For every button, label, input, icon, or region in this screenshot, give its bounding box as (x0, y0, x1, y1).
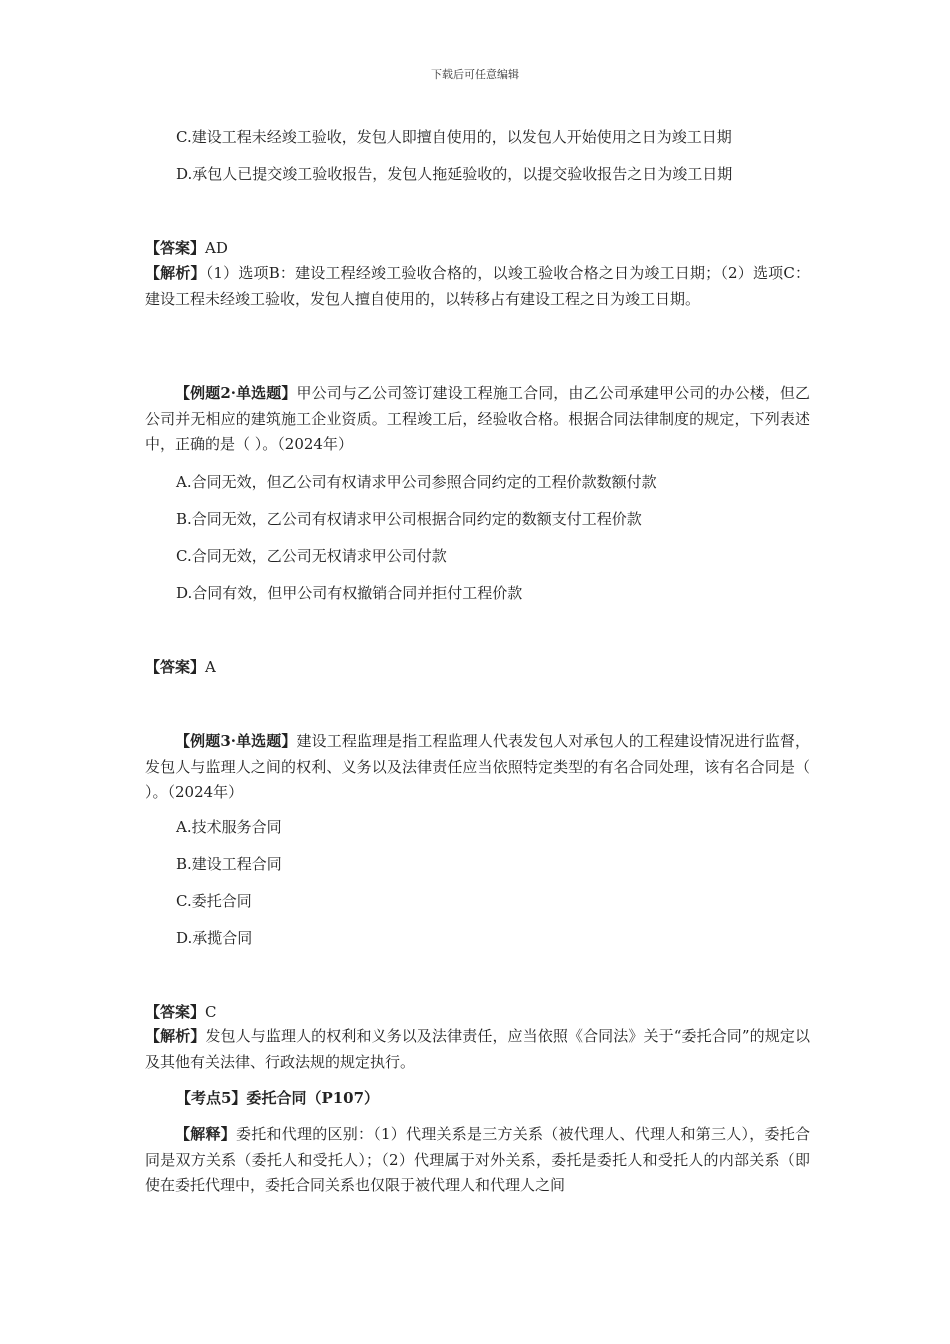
question-tag: 【例题3·单选题】 (175, 732, 297, 750)
q1-option-c: C.建设工程未经竣工验收，发包人即擅自使用的，以发包人开始使用之日为竣工日期 (176, 128, 732, 146)
answer-tag: 【答案】 (145, 239, 206, 257)
answer-value: A (205, 658, 216, 676)
q3-option-c: C.委托合同 (176, 892, 252, 910)
q3-analysis (145, 1024, 810, 1075)
page-header: 下载后可任意编辑 (431, 68, 519, 81)
answer-tag: 【答案】 (145, 1003, 206, 1021)
q2-option-c: C.合同无效，乙公司无权请求甲公司付款 (176, 547, 447, 565)
question-stem: 建设工程监理是指工程监理人代表发包人对承包人的工程建设情况进行监督，发包人与监理人之间的权利、义务以及法律责任应当依照特定类型的有名合同处理，该有名合同是（ ）。（2024年） (145, 732, 810, 801)
analysis-text: 发包人与监理人的权利和义务以及法律责任，应当依照《合同法》关于“委托合同”的规定以及其他有关法律、行政法规的规定执行。 (145, 1027, 810, 1071)
q3-question (145, 729, 810, 806)
q1-answer (145, 237, 810, 260)
q3-option-d: D.承揽合同 (176, 929, 253, 947)
q1-option-d: D.承包人已提交竣工验收报告，发包人拖延验收的，以提交验收报告之日为竣工日期 (176, 165, 733, 183)
q2-option-b: B.合同无效，乙公司有权请求甲公司根据合同约定的数额支付工程价款 (176, 510, 642, 528)
analysis-tag: 【解析】 (145, 264, 206, 282)
q2-answer (145, 656, 810, 679)
q3-option-b: B.建设工程合同 (176, 855, 282, 873)
q3-answer (145, 1001, 810, 1024)
explain-text: 委托和代理的区别：（1）代理关系是三方关系（被代理人、代理人和第三人），委托合同是双方关系（委托人和受托人）；（2）代理属于对外关系，委托是委托人和受托人的内部关系（即使在委托代理中，委托合同关系也仅限于被代理人和代理人之间 (145, 1125, 810, 1194)
section-heading: 【考点5】委托合同（P107） (176, 1089, 380, 1107)
q1-analysis (145, 261, 810, 312)
question-tag: 【例题2·单选题】 (175, 384, 297, 402)
analysis-text: （1）选项B：建设工程经竣工验收合格的，以竣工验收合格之日为竣工日期；（2）选项C：建设工程未经竣工验收，发包人擅自使用的，以转移占有建设工程之日为竣工日期。 (145, 264, 810, 308)
analysis-tag: 【解析】 (145, 1027, 206, 1045)
q2-question (145, 381, 810, 458)
answer-value: AD (205, 239, 228, 257)
explain-tag: 【解释】 (175, 1125, 236, 1143)
point5-explanation (145, 1122, 810, 1199)
q2-option-a: A.合同无效，但乙公司有权请求甲公司参照合同约定的工程价款数额付款 (176, 473, 657, 491)
question-stem: 甲公司与乙公司签订建设工程施工合同，由乙公司承建甲公司的办公楼，但乙公司并无相应的建筑施工企业资质。工程竣工后，经验收合格。根据合同法律制度的规定，下列表述中，正确的是（ ）。（2024年） (145, 384, 810, 453)
answer-value: C (205, 1003, 217, 1021)
q3-option-a: A.技术服务合同 (176, 818, 282, 836)
q2-option-d: D.合同有效，但甲公司有权撤销合同并拒付工程价款 (176, 584, 523, 602)
answer-tag: 【答案】 (145, 658, 206, 676)
